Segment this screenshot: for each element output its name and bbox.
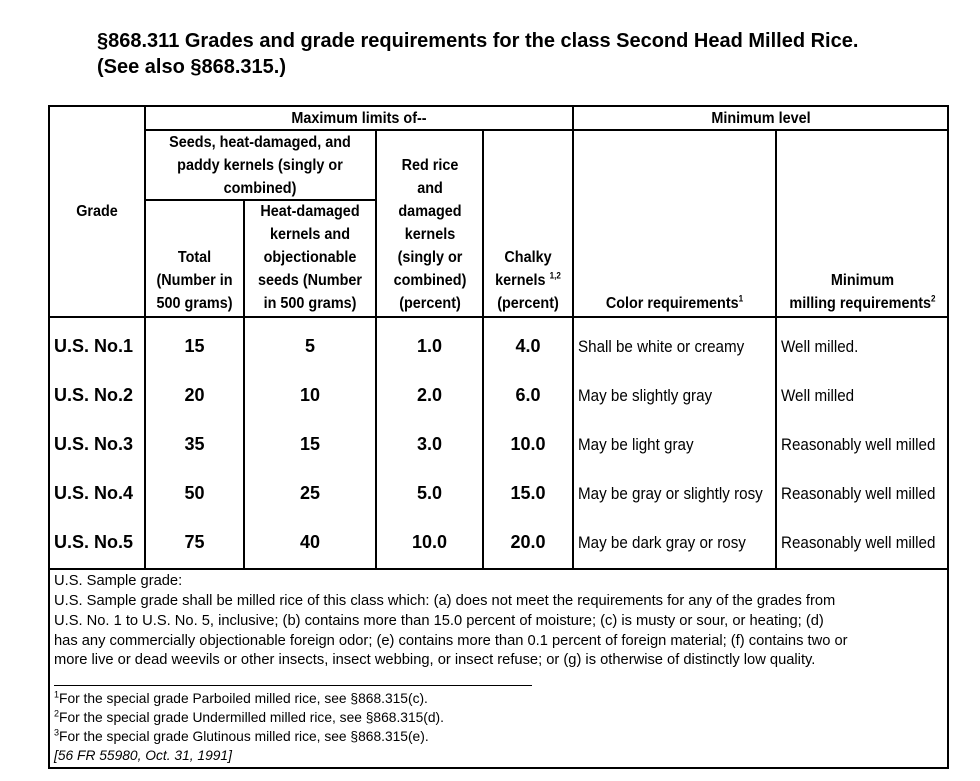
red-rice-column-header: Red rice and damaged kernels (singly or combined) (percent) bbox=[393, 157, 467, 312]
title-line-1: §868.311 Grades and grade requirements for the class Second Head Milled Rice. bbox=[97, 30, 859, 52]
title-line-2: (See also §868.315.) bbox=[97, 56, 287, 78]
milling-cell: Reasonably well milled bbox=[781, 485, 936, 503]
grade-cell: U.S. No.1 bbox=[54, 336, 134, 356]
color-cell: Shall be white or creamy bbox=[578, 338, 745, 356]
chalky-cell: 15.0 bbox=[510, 483, 546, 503]
heat-damaged-cell: 10 bbox=[299, 385, 321, 405]
color-column-header: Color requirements$^1$ bbox=[605, 293, 744, 312]
color-cell: May be dark gray or rosy bbox=[578, 534, 746, 552]
table-rule bbox=[775, 130, 777, 568]
sample-grade-heading: U.S. Sample grade: bbox=[54, 573, 183, 589]
page-title bbox=[97, 28, 967, 80]
red-rice-cell: 2.0 bbox=[416, 385, 443, 405]
chalky-cell: 6.0 bbox=[515, 385, 541, 405]
table-rule bbox=[48, 316, 948, 318]
chalky-column-header: Chalky kernels $^{1,2}$ (percent) bbox=[495, 249, 561, 312]
grade-cell: U.S. No.3 bbox=[54, 434, 134, 454]
milling-column-header: Minimum milling requirements$^2$ bbox=[789, 272, 936, 312]
total-cell: 35 bbox=[184, 434, 205, 454]
footnote-divider bbox=[54, 685, 532, 686]
citation: [56 FR 55980, Oct. 31, 1991] bbox=[54, 748, 232, 763]
red-rice-cell: 1.0 bbox=[416, 336, 443, 356]
grade-cell: U.S. No.4 bbox=[54, 483, 134, 503]
heat-damaged-column-header: Heat-damaged kernels and objectionable seeds (Number in 500 grams) bbox=[257, 203, 363, 312]
color-cell: May be slightly gray bbox=[578, 387, 713, 405]
sample-grade-text-line: more live or dead weevils or other insects, insect webbing, or insect refuse; or (g) is otherwise of distinctly low quality. bbox=[54, 652, 816, 668]
red-rice-cell: 5.0 bbox=[416, 483, 443, 503]
heat-damaged-cell: 40 bbox=[299, 532, 321, 552]
grade-cell: U.S. No.5 bbox=[54, 532, 134, 552]
max-limits-header: Maximum limits of-- bbox=[291, 109, 427, 127]
milling-cell: Reasonably well milled bbox=[781, 436, 936, 454]
footnote-3: $^3$For the special grade Glutinous milled rice, see §868.315(e). bbox=[54, 727, 429, 744]
total-cell: 50 bbox=[184, 483, 205, 503]
grade-column-header: Grade bbox=[76, 203, 118, 220]
red-rice-cell: 3.0 bbox=[416, 434, 443, 454]
milling-cell: Reasonably well milled bbox=[781, 534, 936, 552]
red-rice-cell: 10.0 bbox=[411, 532, 448, 552]
sample-grade-text-line: has any commercially objectionable foreign odor; (e) contains more than 0.1 percent of foreign material; (f) contains two or bbox=[54, 633, 848, 649]
total-cell: 20 bbox=[184, 385, 205, 405]
table-rule bbox=[48, 568, 948, 570]
color-cell: May be gray or slightly rosy bbox=[578, 485, 763, 503]
min-level-header: Minimum level bbox=[711, 109, 811, 127]
grade-cell: U.S. No.2 bbox=[54, 385, 134, 405]
total-column-header: Total (Number in 500 grams) bbox=[156, 249, 233, 312]
heat-damaged-cell: 15 bbox=[299, 434, 321, 454]
footnote-1: $^1$For the special grade Parboiled milled rice, see §868.315(c). bbox=[54, 689, 428, 706]
chalky-cell: 10.0 bbox=[510, 434, 546, 454]
chalky-cell: 4.0 bbox=[515, 336, 541, 356]
heat-damaged-cell: 5 bbox=[304, 336, 315, 356]
color-cell: May be light gray bbox=[578, 436, 694, 454]
footnote-2: $^2$For the special grade Undermilled milled rice, see §868.315(d). bbox=[54, 708, 444, 725]
sample-grade-text-line: U.S. Sample grade shall be milled rice of this class which: (a) does not meet the requirements for any of the grades from bbox=[54, 593, 836, 609]
heat-damaged-cell: 25 bbox=[299, 483, 321, 503]
milling-cell: Well milled. bbox=[781, 338, 859, 356]
milling-cell: Well milled bbox=[781, 387, 855, 405]
total-cell: 15 bbox=[184, 336, 205, 356]
seeds-group-header: Seeds, heat-damaged, and paddy kernels (singly or combined) bbox=[169, 133, 351, 197]
table-rule bbox=[572, 105, 574, 568]
sample-grade-text-line: U.S. No. 1 to U.S. No. 5, inclusive; (b) contains more than 15.0 percent of moisture; (c) is musty or sour, or heating; (d) bbox=[54, 613, 824, 629]
total-cell: 75 bbox=[184, 532, 205, 552]
chalky-cell: 20.0 bbox=[510, 532, 546, 552]
